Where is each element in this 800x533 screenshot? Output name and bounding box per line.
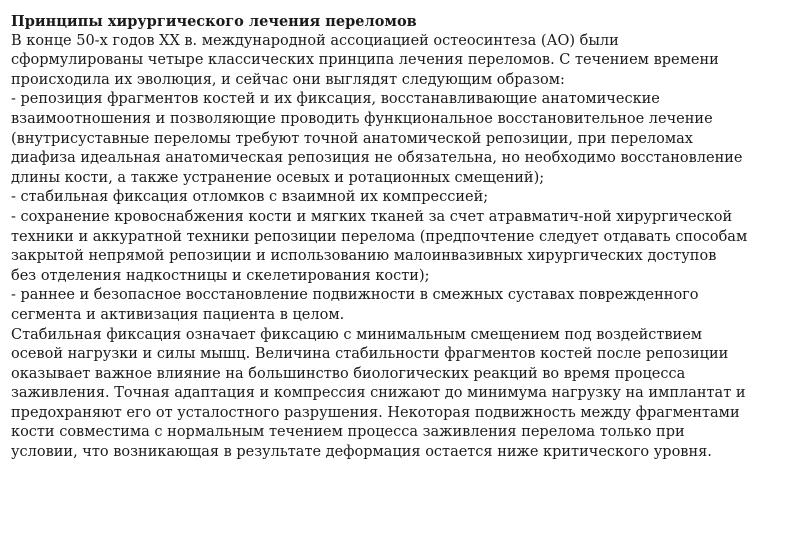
text-line: происходила их эволюция, и сейчас они выглядят следующим образом:	[11, 71, 565, 88]
text-line: техники и аккуратной техники репозиции перелома (предпочтение следует отдавать способам	[11, 228, 748, 245]
text-line: сегмента и активизация пациента в целом.	[11, 306, 345, 323]
document-body	[11, 12, 791, 463]
document-title: Принципы хирургического лечения переломов	[11, 13, 417, 30]
text-line: длины кости, а также устранение осевых и ротационных смещений);	[11, 169, 545, 186]
text-line: условии, что возникающая в результате деформация остается ниже критического уровня.	[11, 444, 712, 461]
text-line: взаимоотношения и позволяющие проводить функциональное восстановительное лечение	[11, 110, 713, 127]
text-line: В конце 50-х годов XX в. международной ассоциацией остеосинтеза (АО) были	[11, 32, 619, 49]
text-line: - стабильная фиксация отломков с взаимной их компрессией;	[11, 189, 489, 206]
text-line: - репозиция фрагментов костей и их фиксация, восстанавливающие анатомические	[11, 91, 660, 108]
text-line: - сохранение кровоснабжения кости и мягких тканей за счет атравматич-ной хирургической	[11, 208, 733, 225]
text-line: без отделения надкостницы и скелетирования кости);	[11, 267, 430, 284]
text-line: заживления. Точная адаптация и компрессия снижают до минимума нагрузку на имплантат и	[11, 385, 746, 402]
text-line: кости совместима с нормальным течением процесса заживления перелома только при	[11, 424, 685, 441]
text-line: сформулированы четыре классических принципа лечения переломов. С течением времени	[11, 52, 719, 69]
text-line: Стабильная фиксация означает фиксацию с минимальным смещением под воздействием	[11, 326, 703, 343]
text-line: предохраняют его от усталостного разрушения. Некоторая подвижность между фрагментами	[11, 404, 740, 421]
text-line: (внутрисуставные переломы требуют точной анатомической репозиции, при переломах	[11, 130, 693, 147]
text-line: оказывает важное влияние на большинство биологических реакций во время процесса	[11, 365, 686, 382]
text-line: диафиза идеальная анатомическая репозиция не обязательна, но необходимо восстановление	[11, 150, 743, 167]
text-line: - раннее и безопасное восстановление подвижности в смежных суставах поврежденного	[11, 287, 699, 304]
text-line: закрытой непрямой репозиции и использованию малоинвазивных хирургических доступов	[11, 248, 717, 265]
text-line: осевой нагрузки и силы мышц. Величина стабильности фрагментов костей после репозиции	[11, 346, 729, 363]
